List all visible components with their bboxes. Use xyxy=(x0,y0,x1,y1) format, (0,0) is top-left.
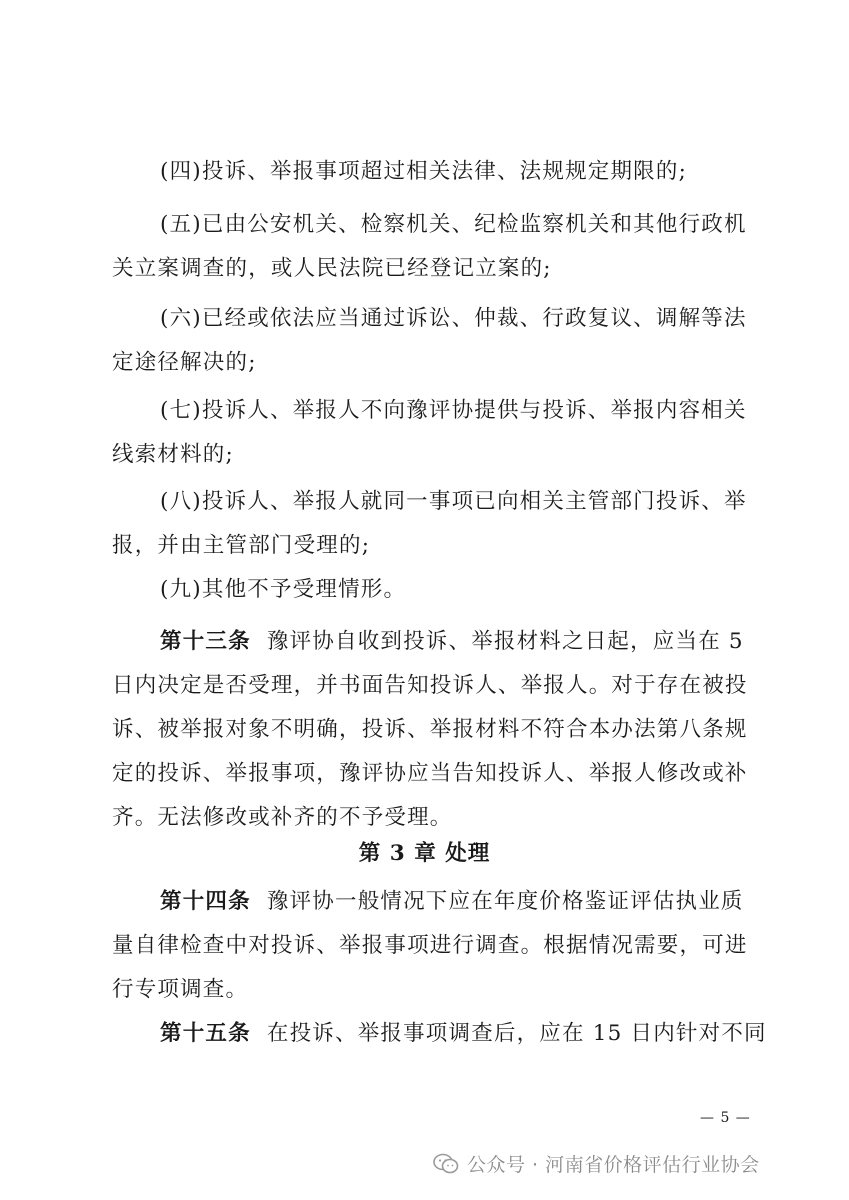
paragraph-line: (六)已经或依法应当通过诉讼、仲裁、行政复议、调解等法 xyxy=(160,306,747,331)
article-title: 第十四条 xyxy=(160,889,251,914)
paragraph-item-6 xyxy=(112,297,747,385)
paragraph-line: 日内决定是否受理，并书面告知投诉人、举报人。对于存在被投 xyxy=(112,673,748,698)
paragraph-line: 线索材料的; xyxy=(112,442,234,467)
paragraph-item-4 xyxy=(112,150,744,194)
chapter-heading: 第 3 章 处理 xyxy=(358,841,491,866)
article-first-line xyxy=(112,620,744,664)
wechat-icon xyxy=(433,1153,459,1175)
paragraph-line: 齐。无法修改或补齐的不予受理。 xyxy=(112,805,453,830)
article-first-line xyxy=(112,880,744,924)
paragraph-item-8 xyxy=(112,480,747,568)
paragraph-line: 量自律检查中对投诉、举报事项进行调查。根据情况需要，可进 xyxy=(112,933,748,958)
paragraph-line: 在投诉、举报事项调查后，应在 15 日内针对不同 xyxy=(266,1021,767,1046)
article-13 xyxy=(112,620,748,840)
paragraph-line: (七)投诉人、举报人不向豫评协提供与投诉、举报内容相关 xyxy=(160,398,747,423)
paragraph-line: (九)其他不予受理情形。 xyxy=(160,577,407,602)
article-15 xyxy=(112,1012,767,1056)
paragraph-line: 豫评协一般情况下应在年度价格鉴证评估执业质 xyxy=(266,889,744,914)
paragraph-line: 豫评协自收到投诉、举报材料之日起，应当在 5 xyxy=(266,629,744,654)
article-first-line xyxy=(112,1012,767,1056)
paragraph-line: 定的投诉、举报事项，豫评协应当告知投诉人、举报人修改或补 xyxy=(112,761,748,786)
watermark-text: 公众号 · 河南省价格评估行业协会 xyxy=(467,1154,760,1176)
page-number: — 5 — xyxy=(700,1110,751,1126)
paragraph-line: 定途径解决的; xyxy=(112,350,257,375)
paragraph-line: 诉、被举报对象不明确，投诉、举报材料不符合本办法第八条规 xyxy=(112,717,748,742)
paragraph-line: 报，并由主管部门受理的; xyxy=(112,533,371,558)
paragraph-item-5 xyxy=(112,203,747,291)
article-title: 第十三条 xyxy=(160,629,251,654)
paragraph-line: (四)投诉、举报事项超过相关法律、法规规定期限的; xyxy=(160,159,688,184)
paragraph-line: 关立案调查的，或人民法院已经登记立案的; xyxy=(112,256,552,281)
paragraph-line: (五)已由公安机关、检察机关、纪检监察机关和其他行政机 xyxy=(160,212,747,237)
paragraph-line: (八)投诉人、举报人就同一事项已向相关主管部门投诉、举 xyxy=(160,489,747,514)
article-title: 第十五条 xyxy=(160,1021,251,1046)
paragraph-item-9 xyxy=(112,568,744,612)
article-14 xyxy=(112,880,748,1012)
paragraph-item-7 xyxy=(112,389,747,477)
watermark xyxy=(433,1150,760,1177)
paragraph-line: 行专项调查。 xyxy=(112,977,249,1002)
